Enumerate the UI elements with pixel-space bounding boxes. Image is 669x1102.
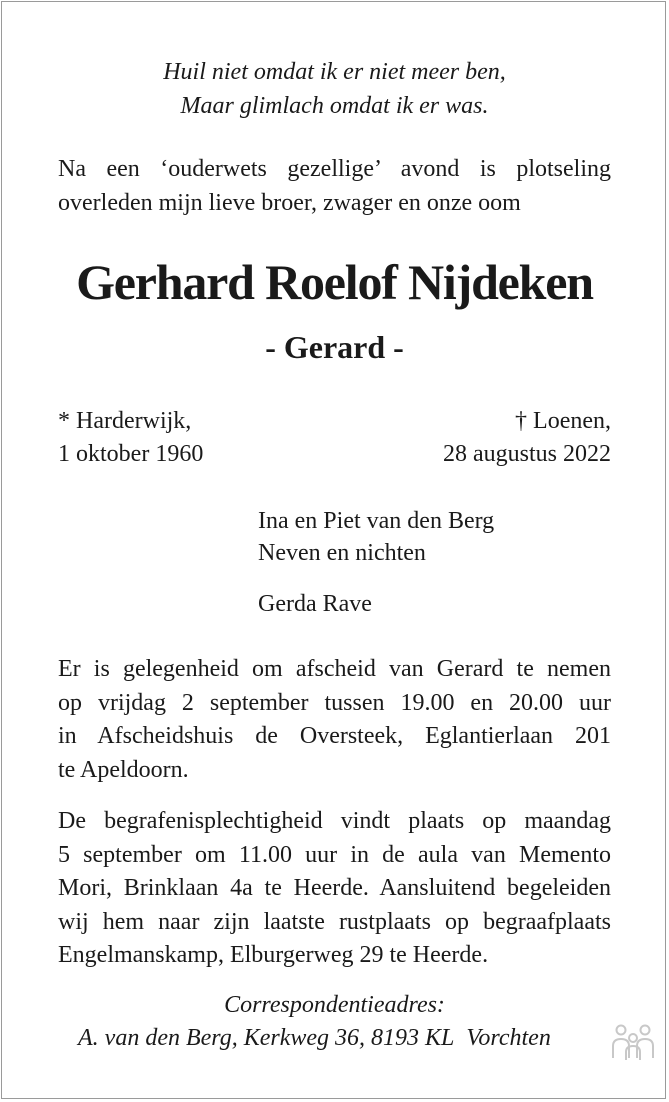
death-place: † Loenen, — [515, 408, 611, 434]
funeral-line-4: wij hem naar zijn laatste rustplaats op begraafplaats — [58, 908, 611, 935]
family-line-1: Ina en Piet van den Berg — [258, 508, 495, 534]
farewell-line-3: in Afscheidshuis de Oversteek, Eglantierlaan 201 — [58, 723, 611, 749]
farewell-line-2: op vrijdag 2 september tussen 19.00 en 20.00 uur — [58, 689, 611, 716]
correspondence-label: Correspondentieadres: — [224, 992, 445, 1018]
correspondence-address: A. van den Berg, Kerkweg 36, 8193 KL Vorchten — [78, 1025, 551, 1051]
deceased-nickname: - Gerard - — [265, 329, 404, 365]
funeral-line-3: Mori, Brinklaan 4a te Heerde. Aansluitend begeleiden — [58, 875, 611, 901]
family-line-3: Gerda Rave — [258, 591, 372, 617]
poem-line-2: Maar glimlach omdat ik er was. — [180, 93, 489, 119]
farewell-line-4: te Apeldoorn. — [58, 756, 189, 783]
funeral-line-1: De begrafenisplechtigheid vindt plaats op maandag — [58, 808, 611, 834]
birth-date: 1 oktober 1960 — [58, 441, 204, 467]
birth-place: * Harderwijk, — [58, 408, 192, 434]
deceased-name: Gerhard Roelof Nijdeken — [76, 254, 593, 310]
funeral-line-2: 5 september om 11.00 uur in de aula van Memento — [58, 841, 611, 868]
people-group-icon — [607, 1022, 659, 1062]
poem-line-1: Huil niet omdat ik er niet meer ben, — [163, 59, 506, 85]
intro-line-1: Na een ‘ouderwets gezellige’ avond is plotseling — [58, 156, 611, 182]
funeral-text — [58, 805, 611, 973]
family-line-2: Neven en nichten — [258, 540, 426, 566]
intro-text — [58, 153, 611, 220]
funeral-line-5: Engelmanskamp, Elburgerweg 29 te Heerde. — [58, 942, 489, 968]
farewell-line-1: Er is gelegenheid om afscheid van Gerard te nemen — [58, 656, 611, 682]
intro-line-2: overleden mijn lieve broer, zwager en onze oom — [58, 189, 521, 216]
death-date: 28 augustus 2022 — [443, 441, 611, 467]
farewell-text — [58, 653, 611, 787]
